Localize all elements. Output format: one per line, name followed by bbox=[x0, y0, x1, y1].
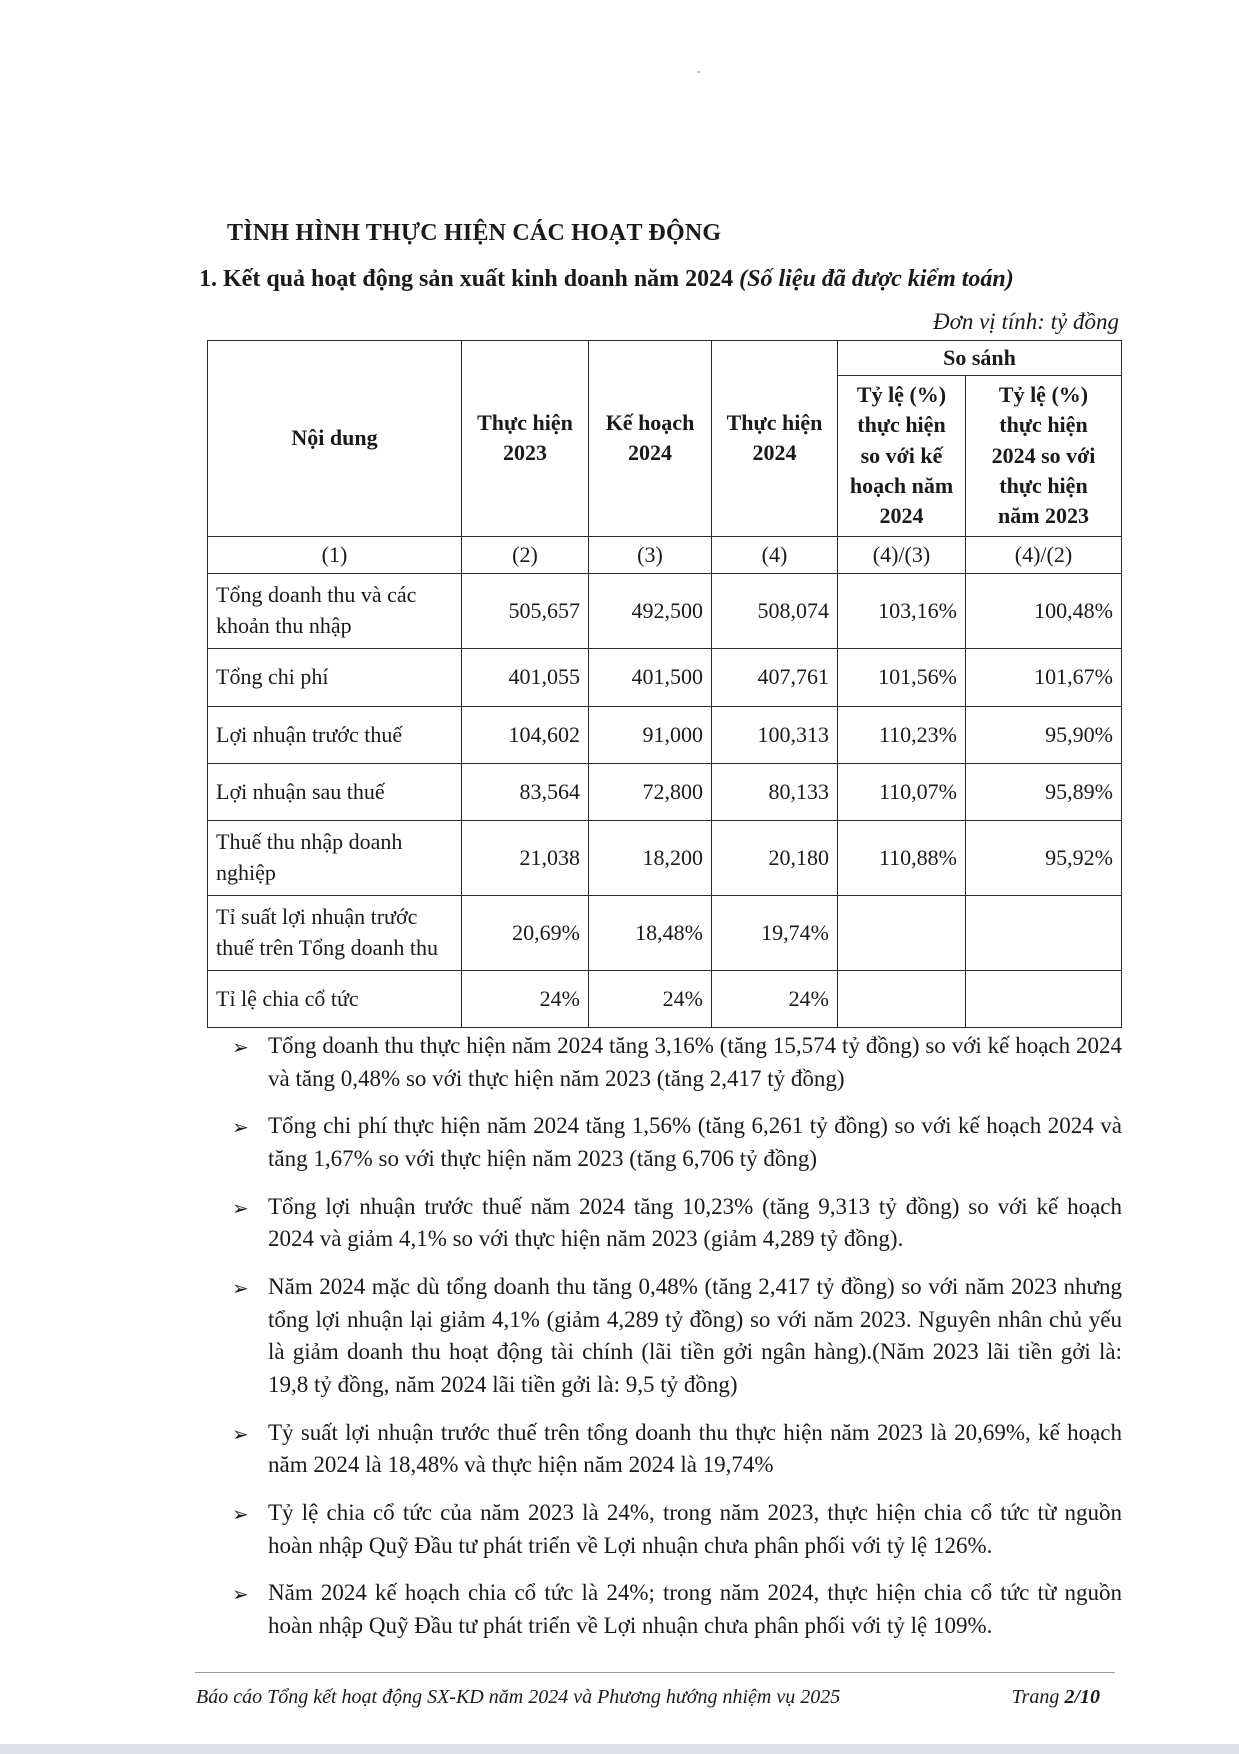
bullet-text: Năm 2024 kế hoạch chia cổ tức là 24%; trong năm 2024, thực hiện chia cổ tức từ nguồn hoàn nhập Quỹ Đầu tư phát triển về Lợi nhuận chưa phân phối với tỷ lệ 109%. bbox=[268, 1580, 1122, 1638]
table-row bbox=[208, 763, 1122, 820]
value-actual-2023: 24% bbox=[462, 970, 589, 1027]
table-row bbox=[208, 573, 1122, 648]
value-plan-2024: 401,500 bbox=[589, 648, 712, 706]
scan-edge bbox=[0, 1744, 1239, 1754]
value-plan-2024: 24% bbox=[589, 970, 712, 1027]
list-item bbox=[232, 1497, 1122, 1562]
results-table bbox=[207, 340, 1122, 1028]
header-compare: So sánh bbox=[838, 341, 1122, 376]
list-item bbox=[232, 1271, 1122, 1402]
value-actual-2024: 20,180 bbox=[712, 820, 838, 895]
index-cell: (3) bbox=[589, 536, 712, 573]
value-actual-2024: 407,761 bbox=[712, 648, 838, 706]
row-label: Tỉ lệ chia cổ tức bbox=[208, 970, 462, 1027]
list-item bbox=[232, 1030, 1122, 1095]
value-actual-2024: 24% bbox=[712, 970, 838, 1027]
row-label: Lợi nhuận trước thuế bbox=[208, 706, 462, 763]
index-cell: (4)/(2) bbox=[966, 536, 1122, 573]
bullet-text: Tổng chi phí thực hiện năm 2024 tăng 1,56% (tăng 6,261 tỷ đồng) so với kế hoạch 2024 và tăng 1,67% so với thực hiện năm 2023 (tăng 6,706 tỷ đồng) bbox=[268, 1113, 1122, 1171]
value-plan-2024: 72,800 bbox=[589, 763, 712, 820]
bullet-text: Tỷ lệ chia cổ tức của năm 2023 là 24%, trong năm 2023, thực hiện chia cổ tức từ nguồn hoàn nhập Quỹ Đầu tư phát triển về Lợi nhuận chưa phân phối với tỷ lệ 126%. bbox=[268, 1499, 1122, 1558]
row-label: Lợi nhuận sau thuế bbox=[208, 763, 462, 820]
list-item bbox=[232, 1110, 1122, 1175]
unit-note: Đơn vị tính: tỷ đồng bbox=[932, 309, 1119, 334]
value-plan-2024: 492,500 bbox=[589, 573, 712, 648]
section-heading: TÌNH HÌNH THỰC HIỆN CÁC HOẠT ĐỘNG bbox=[227, 220, 722, 246]
value-plan-2024: 18,200 bbox=[589, 820, 712, 895]
value-ratio-vs-2023 bbox=[966, 970, 1122, 1027]
value-ratio-vs-plan: 110,07% bbox=[838, 763, 966, 820]
triangle-arrow-bullet-icon: ➢ bbox=[232, 1035, 249, 1059]
page-label: Trang bbox=[1011, 1686, 1065, 1708]
audit-note: (Số liệu đã được kiểm toán) bbox=[739, 266, 1014, 292]
value-ratio-vs-2023: 95,92% bbox=[966, 820, 1122, 895]
header-actual-2023: Thực hiện 2023 bbox=[462, 341, 589, 537]
value-ratio-vs-plan bbox=[838, 970, 966, 1027]
list-item bbox=[232, 1417, 1122, 1482]
commentary-list bbox=[232, 1030, 1122, 1658]
index-cell: (1) bbox=[208, 536, 462, 573]
value-actual-2023: 21,038 bbox=[462, 820, 589, 895]
value-ratio-vs-2023: 95,90% bbox=[966, 706, 1122, 763]
header-plan-2024: Kế hoạch 2024 bbox=[589, 341, 712, 537]
value-actual-2024: 100,313 bbox=[712, 706, 838, 763]
row-label: Thuế thu nhập doanh nghiệp bbox=[208, 820, 462, 895]
list-item bbox=[232, 1577, 1122, 1642]
value-ratio-vs-2023 bbox=[966, 895, 1122, 970]
bullet-text: Tổng doanh thu thực hiện năm 2024 tăng 3,16% (tăng 15,574 tỷ đồng) so với kế hoạch 2024 và tăng 0,48% so với thực hiện năm 2023 (tăng 2,417 tỷ đồng) bbox=[268, 1033, 1122, 1091]
subheading-text: 1. Kết quả hoạt động sản xuất kinh doanh năm 2024 bbox=[199, 266, 740, 292]
bullet-text: Năm 2024 mặc dù tổng doanh thu tăng 0,48% (tăng 2,417 tỷ đồng) so với năm 2023 nhưng tổng lợi nhuận lại giảm 4,1% (giảm 4,289 tỷ đồng) so với năm 2023. Nguyên nhân chủ yếu là giảm doanh thu hoạt động tài chính (lãi tiền gởi ngân hàng).(Năm 2023 lãi tiền gởi là: 19,8 tỷ đồng, năm 2024 lãi tiền gởi là: 9,5 tỷ đồng) bbox=[268, 1273, 1122, 1397]
table-row bbox=[208, 820, 1122, 895]
value-ratio-vs-plan bbox=[838, 895, 966, 970]
header-ratio-vs-plan: Tỷ lệ (%) thực hiện so với kế hoạch năm 2024 bbox=[838, 376, 966, 537]
value-actual-2024: 80,133 bbox=[712, 763, 838, 820]
value-actual-2023: 401,055 bbox=[462, 648, 589, 706]
scan-speck bbox=[697, 71, 700, 73]
value-ratio-vs-plan: 110,88% bbox=[838, 820, 966, 895]
page-number bbox=[1012, 1686, 1100, 1709]
value-ratio-vs-2023: 101,67% bbox=[966, 648, 1122, 706]
bullet-text: Tỷ suất lợi nhuận trước thuế trên tổng doanh thu thực hiện năm 2023 là 20,69%, kế hoạch năm 2024 là 18,48% và thực hiện năm 2024 là 19,74% bbox=[268, 1419, 1122, 1478]
triangle-arrow-bullet-icon: ➢ bbox=[232, 1421, 249, 1446]
value-actual-2023: 505,657 bbox=[462, 573, 589, 648]
value-ratio-vs-plan: 103,16% bbox=[838, 573, 966, 648]
value-plan-2024: 91,000 bbox=[589, 706, 712, 763]
header-ratio-vs-2023: Tỷ lệ (%) thực hiện 2024 so với thực hiện năm 2023 bbox=[966, 376, 1122, 537]
value-actual-2023: 20,69% bbox=[462, 895, 589, 970]
value-ratio-vs-plan: 110,23% bbox=[838, 706, 966, 763]
value-actual-2023: 104,602 bbox=[462, 706, 589, 763]
header-content: Nội dung bbox=[208, 341, 462, 537]
value-actual-2023: 83,564 bbox=[462, 763, 589, 820]
index-row bbox=[208, 536, 1122, 573]
triangle-arrow-bullet-icon: ➢ bbox=[232, 1582, 249, 1607]
triangle-arrow-bullet-icon: ➢ bbox=[232, 1275, 249, 1300]
triangle-arrow-bullet-icon: ➢ bbox=[232, 1501, 249, 1526]
footer-report-title: Báo cáo Tổng kết hoạt động SX-KD năm 2024 và Phương hướng nhiệm vụ 2025 bbox=[196, 1686, 841, 1708]
triangle-arrow-bullet-icon: ➢ bbox=[232, 1195, 249, 1220]
triangle-arrow-bullet-icon: ➢ bbox=[232, 1115, 249, 1140]
value-actual-2024: 508,074 bbox=[712, 573, 838, 648]
index-cell: (4) bbox=[712, 536, 838, 573]
page-number-value: 2/10 bbox=[1064, 1686, 1100, 1708]
table-row bbox=[208, 970, 1122, 1027]
list-item bbox=[232, 1191, 1122, 1256]
value-ratio-vs-plan: 101,56% bbox=[838, 648, 966, 706]
table-row bbox=[208, 895, 1122, 970]
value-plan-2024: 18,48% bbox=[589, 895, 712, 970]
header-actual-2024: Thực hiện 2024 bbox=[712, 341, 838, 537]
footer-divider bbox=[195, 1672, 1115, 1673]
index-cell: (4)/(3) bbox=[838, 536, 966, 573]
value-ratio-vs-2023: 95,89% bbox=[966, 763, 1122, 820]
table-row bbox=[208, 706, 1122, 763]
row-label: Tổng doanh thu và các khoản thu nhập bbox=[208, 573, 462, 648]
bullet-text: Tổng lợi nhuận trước thuế năm 2024 tăng 10,23% (tăng 9,313 tỷ đồng) so với kế hoạch 2024 và giảm 4,1% so với thực hiện năm 2023 (giảm 4,289 tỷ đồng). bbox=[268, 1193, 1122, 1252]
results-subheading bbox=[199, 266, 1014, 293]
value-actual-2024: 19,74% bbox=[712, 895, 838, 970]
value-ratio-vs-2023: 100,48% bbox=[966, 573, 1122, 648]
index-cell: (2) bbox=[462, 536, 589, 573]
row-label: Tổng chi phí bbox=[208, 648, 462, 706]
row-label: Tỉ suất lợi nhuận trước thuế trên Tổng doanh thu bbox=[208, 895, 462, 970]
table-row bbox=[208, 648, 1122, 706]
